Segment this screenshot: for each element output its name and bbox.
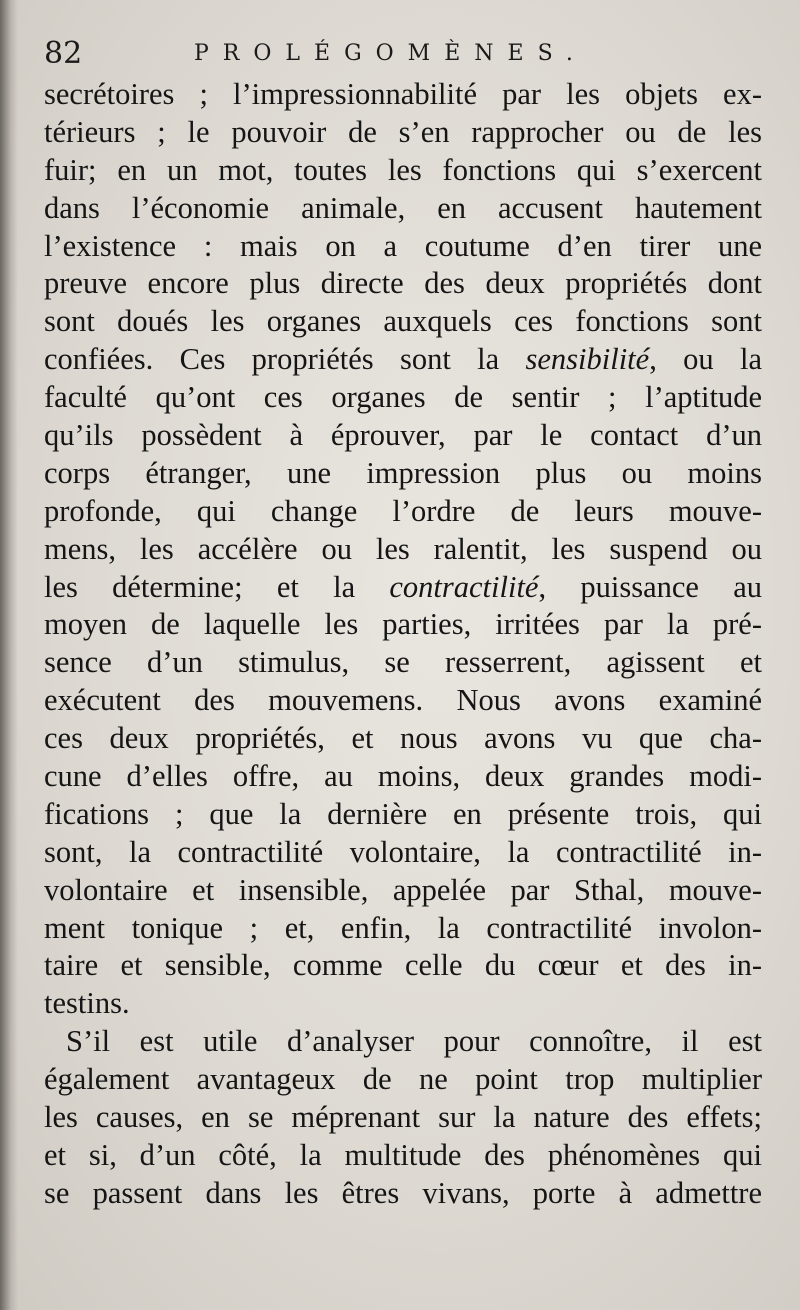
text-line: sont, la contractilité volontaire, la contractilité in- bbox=[44, 834, 762, 869]
text-line: fications ; que la dernière en présente trois, qui bbox=[44, 796, 762, 831]
text-segment: , puissance au bbox=[538, 569, 762, 604]
text-line: sont doués les organes auxquels ces fonctions sont bbox=[44, 304, 762, 339]
page-number: 82 bbox=[44, 36, 83, 71]
text-line: taire et sensible, comme celle du cœur et des in- bbox=[44, 948, 762, 983]
text-line-with-italic bbox=[44, 569, 762, 607]
text-line: l’existence : mais on a coutume d’en tirer une bbox=[44, 228, 762, 263]
text-line: ment tonique ; et, enfin, la contractilité involon- bbox=[44, 910, 762, 945]
text-line: qu’ils possèdent à éprouver, par le contact d’un bbox=[44, 418, 762, 453]
text-line: dans l’économie animale, en accusent hautement bbox=[44, 190, 762, 225]
text-line: térieurs ; le pouvoir de s’en rapprocher ou de les bbox=[44, 114, 762, 149]
text-line: profonde, qui change l’ordre de leurs mouve- bbox=[44, 493, 762, 528]
text-segment: , ou la bbox=[649, 342, 763, 377]
text-line: et si, d’un côté, la multitude des phénomènes qui bbox=[44, 1137, 762, 1172]
paragraph-1 bbox=[44, 76, 762, 1023]
text-line: les causes, en se méprenant sur la nature des effets; bbox=[44, 1100, 762, 1135]
italic-term-contractilite: contractilité bbox=[389, 569, 539, 604]
text-line: testins. bbox=[44, 986, 130, 1021]
text-line: cune d’elles offre, au moins, deux grandes modi- bbox=[44, 759, 762, 794]
text-line: corps étranger, une impression plus ou moins bbox=[44, 455, 762, 490]
text-line: ces deux propriétés, et nous avons vu que cha- bbox=[44, 721, 762, 756]
text-line: volontaire et insensible, appelée par Sthal, mouve- bbox=[44, 872, 762, 907]
paragraph-2 bbox=[44, 1023, 762, 1212]
text-line: fuir; en un mot, toutes les fonctions qui s’exercent bbox=[44, 152, 762, 187]
text-line: sence d’un stimulus, se resserrent, agissent et bbox=[44, 645, 762, 680]
running-title: PROLÉGOMÈNES. bbox=[194, 41, 587, 66]
text-line: exécutent des mouvemens. Nous avons examiné bbox=[44, 683, 762, 718]
text-line: S’il est utile d’analyser pour connoître, il est bbox=[66, 1024, 762, 1059]
text-line: preuve encore plus directe des deux propriétés dont bbox=[44, 266, 762, 301]
text-line-with-italic bbox=[44, 341, 762, 379]
text-line: faculté qu’ont ces organes de sentir ; l’aptitude bbox=[44, 380, 762, 415]
text-line: mens, les accélère ou les ralentit, les suspend ou bbox=[44, 531, 762, 566]
text-line: moyen de laquelle les parties, irritées par la pré- bbox=[44, 607, 762, 642]
text-segment: les détermine; et la bbox=[44, 569, 390, 604]
text-segment: confiées. Ces propriétés sont la bbox=[44, 342, 526, 377]
text-line: secrétoires ; l’impressionnabilité par les objets ex- bbox=[44, 77, 762, 111]
italic-term-sensibilite: sensibilité bbox=[525, 342, 650, 377]
body-text bbox=[44, 76, 762, 1213]
text-line: se passent dans les êtres vivans, porte à admettre bbox=[44, 1175, 762, 1210]
text-line: également avantageux de ne point trop multiplier bbox=[44, 1062, 762, 1097]
page-header bbox=[44, 32, 754, 76]
